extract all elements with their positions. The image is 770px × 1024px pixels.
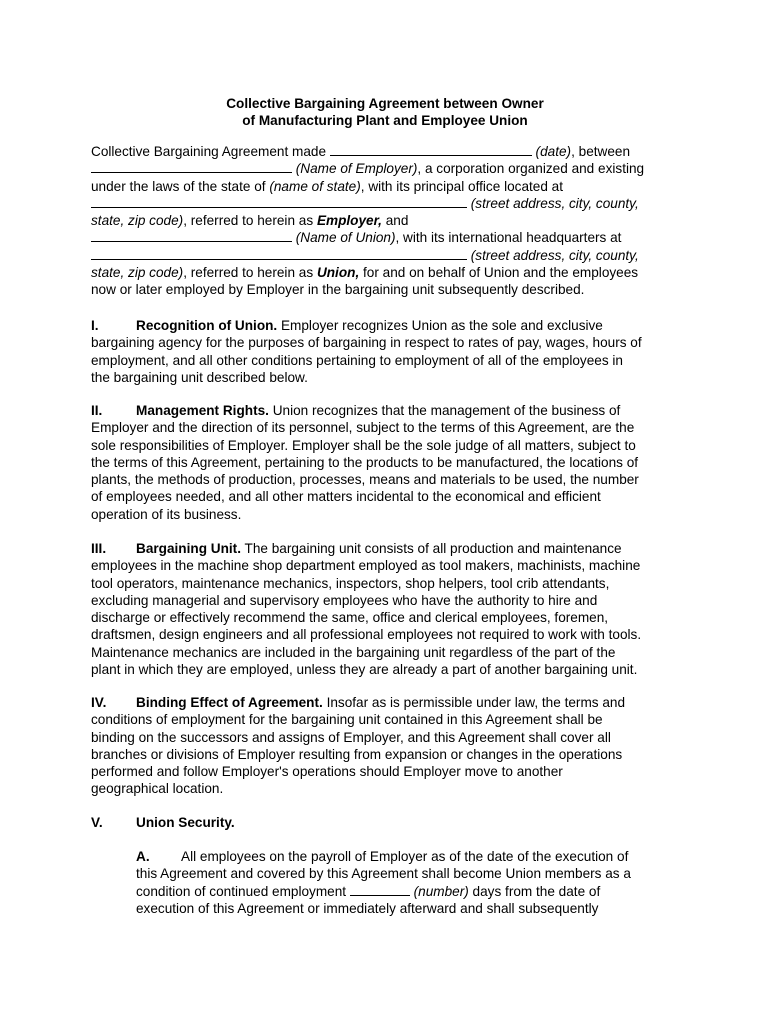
days-number-blank — [350, 883, 410, 896]
intro-text: , with its international headquarters at — [395, 230, 622, 246]
section-text: performed and follow Employer's operations should Employer move to another — [91, 764, 563, 780]
title-line-1: Collective Bargaining Agreement between Owner — [226, 96, 544, 111]
section-number: III. — [91, 541, 107, 556]
subsection-text: All employees on the payroll of Employer as of the date of the execution of — [181, 849, 629, 864]
employer-term: Employer, — [316, 213, 382, 229]
section-text: Employer and the direction of its personnel, subject to the terms of this Agreement, are the — [91, 420, 635, 436]
section-text: employees in the machine shop department employed as tool makers, machinists, machine — [91, 558, 641, 574]
section-heading: Management Rights. — [136, 403, 269, 418]
section-text: bargaining agency for the purposes of bargaining in respect to rates of pay, wages, hours of — [91, 335, 642, 351]
section-text: employment, and all other conditions pertaining to employment of all of the employees in — [91, 352, 623, 368]
section-union-security — [91, 814, 691, 831]
section-text: plants, the methods of production, processes, means and materials to be used, the number — [91, 472, 639, 488]
address-hint: state, zip code) — [91, 213, 184, 229]
union-term: Union, — [316, 265, 360, 281]
section-text: discharge or effectively recommend the same, office and clerical employees, foremen, — [91, 610, 609, 626]
intro-text: , between — [571, 144, 631, 159]
intro-text: now or later employed by Employer in the bargaining unit subsequently described. — [91, 282, 585, 298]
section-text: The bargaining unit consists of all production and maintenance — [240, 541, 622, 556]
subsection-a — [136, 848, 696, 917]
union-name-blank — [91, 229, 292, 242]
section-text: draftsmen, design engineers and all professional employees not required to work with tools. — [91, 627, 642, 643]
intro-text: for and on behalf of Union and the employees — [359, 265, 639, 281]
section-heading: Binding Effect of Agreement. — [136, 695, 323, 710]
section-binding-effect — [91, 694, 691, 798]
intro-text: , a corporation organized and existing — [417, 161, 645, 177]
section-heading: Union Security. — [136, 815, 235, 830]
employer-name-blank — [91, 160, 292, 173]
section-text: excluding managerial and supervisory employees who have the authority to hire and — [91, 592, 598, 608]
employer-address-blank — [91, 195, 467, 208]
intro-text: , with its principal office located at — [360, 178, 564, 194]
section-text: Employer recognizes Union as the sole and exclusive — [277, 318, 603, 333]
subsection-text: this Agreement and covered by this Agreement shall become Union members as a — [136, 866, 631, 882]
state-hint: (name of state) — [269, 178, 361, 194]
intro-text: Collective Bargaining Agreement made — [91, 144, 330, 159]
section-number: I. — [91, 318, 99, 333]
intro-text: , referred to herein as — [183, 213, 317, 229]
section-text: plant in which they are employed, unless they are already a part of another bargaining unit. — [91, 662, 638, 678]
section-text: sole responsibilities of Employer. Employer shall be the sole judge of all matters, subject to — [91, 437, 636, 453]
date-blank — [330, 143, 532, 156]
employer-name-hint: (Name of Employer) — [292, 161, 418, 177]
section-text: of employees needed, and all other matters incidental to the economical and efficient — [91, 489, 601, 505]
section-text: geographical location. — [91, 781, 224, 797]
address-hint: (street address, city, county, — [467, 247, 639, 263]
section-text: Maintenance mechanics are included in the bargaining unit regardless of the part of the — [91, 644, 616, 660]
address-hint: (street address, city, county, — [467, 195, 639, 211]
section-heading: Recognition of Union. — [136, 318, 278, 333]
union-address-blank — [91, 247, 467, 260]
number-hint: (number) — [409, 883, 469, 899]
date-hint: (date) — [531, 144, 572, 159]
address-hint: state, zip code) — [91, 265, 184, 281]
section-number: IV. — [91, 695, 107, 710]
document-title — [0, 95, 770, 130]
title-line-2: of Manufacturing Plant and Employee Union — [242, 113, 528, 129]
section-text: the bargaining unit described below. — [91, 369, 308, 385]
subsection-number: A. — [136, 849, 150, 864]
section-text: Insofar as is permissible under law, the terms and — [322, 695, 626, 710]
section-text: binding on the successors and assigns of Employer, and this Agreement shall cover all — [91, 729, 611, 745]
section-text: branches or divisions of Employer resulting from expansion or changes in the operations — [91, 746, 623, 762]
subsection-text: execution of this Agreement or immediately afterward and shall subsequently — [136, 900, 599, 916]
section-bargaining-unit — [91, 540, 691, 678]
subsection-text: condition of continued employment — [136, 883, 350, 899]
intro-text: , referred to herein as — [183, 265, 317, 281]
section-text: conditions of employment for the bargaining unit contained in this Agreement shall be — [91, 712, 603, 728]
section-recognition-of-union — [91, 317, 691, 386]
union-name-hint: (Name of Union) — [292, 230, 396, 246]
section-number: V. — [91, 815, 103, 830]
subsection-text: days from the date of — [468, 883, 601, 899]
section-number: II. — [91, 403, 103, 418]
section-text: the terms of this Agreement, pertaining to the products to be manufactured, the locations of — [91, 454, 639, 470]
section-text: operation of its business. — [91, 506, 242, 522]
section-text: tool operators, maintenance mechanics, inspectors, shop helpers, tool crib attendants, — [91, 575, 610, 591]
intro-paragraph — [91, 143, 691, 299]
section-heading: Bargaining Unit. — [136, 541, 241, 556]
section-management-rights — [91, 402, 691, 523]
intro-text: and — [381, 213, 409, 229]
intro-text: under the laws of the state of — [91, 178, 270, 194]
section-text: Union recognizes that the management of the business of — [268, 403, 621, 418]
